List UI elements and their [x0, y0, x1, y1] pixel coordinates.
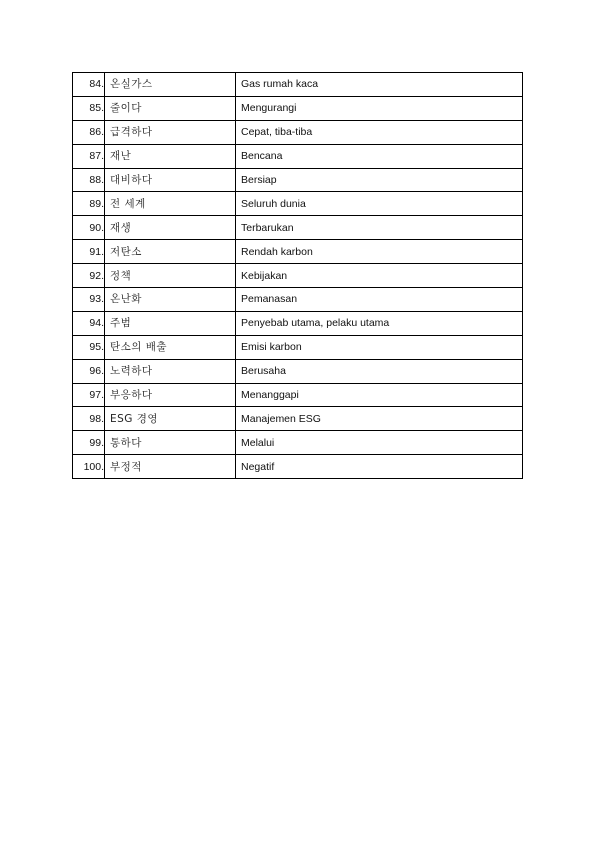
- table-row: [73, 264, 523, 288]
- row-number: 91.: [73, 240, 105, 264]
- row-number: 93.: [73, 288, 105, 312]
- korean-term: 줄이다: [105, 96, 236, 120]
- korean-term: ESG 경영: [105, 407, 236, 431]
- korean-term: 노력하다: [105, 359, 236, 383]
- korean-term: 온난화: [105, 288, 236, 312]
- indonesian-meaning: Rendah karbon: [236, 240, 523, 264]
- indonesian-meaning: Negatif: [236, 455, 523, 479]
- indonesian-meaning: Mengurangi: [236, 96, 523, 120]
- korean-term: 부정적: [105, 455, 236, 479]
- indonesian-meaning: Kebijakan: [236, 264, 523, 288]
- row-number: 89.: [73, 192, 105, 216]
- vocabulary-table: [72, 72, 523, 479]
- row-number: 85.: [73, 96, 105, 120]
- korean-term: 주범: [105, 311, 236, 335]
- table-row: [73, 359, 523, 383]
- indonesian-meaning: Manajemen ESG: [236, 407, 523, 431]
- indonesian-meaning: Emisi karbon: [236, 335, 523, 359]
- indonesian-meaning: Berusaha: [236, 359, 523, 383]
- korean-term: 부응하다: [105, 383, 236, 407]
- row-number: 84.: [73, 73, 105, 97]
- korean-term: 재생: [105, 216, 236, 240]
- table-row: [73, 288, 523, 312]
- table-row: [73, 216, 523, 240]
- table-row: [73, 455, 523, 479]
- row-number: 97.: [73, 383, 105, 407]
- table-row: [73, 144, 523, 168]
- korean-term: 저탄소: [105, 240, 236, 264]
- row-number: 98.: [73, 407, 105, 431]
- row-number: 86.: [73, 120, 105, 144]
- indonesian-meaning: Seluruh dunia: [236, 192, 523, 216]
- table-row: [73, 192, 523, 216]
- row-number: 90.: [73, 216, 105, 240]
- korean-term: 통하다: [105, 431, 236, 455]
- row-number: 95.: [73, 335, 105, 359]
- indonesian-meaning: Menanggapi: [236, 383, 523, 407]
- korean-term: 탄소의 배출: [105, 335, 236, 359]
- indonesian-meaning: Cepat, tiba-tiba: [236, 120, 523, 144]
- indonesian-meaning: Pemanasan: [236, 288, 523, 312]
- row-number: 100.: [73, 455, 105, 479]
- indonesian-meaning: Bencana: [236, 144, 523, 168]
- korean-term: 정책: [105, 264, 236, 288]
- row-number: 87.: [73, 144, 105, 168]
- korean-term: 급격하다: [105, 120, 236, 144]
- indonesian-meaning: Penyebab utama, pelaku utama: [236, 311, 523, 335]
- table-row: [73, 383, 523, 407]
- table-row: [73, 73, 523, 97]
- indonesian-meaning: Gas rumah kaca: [236, 73, 523, 97]
- table-row: [73, 168, 523, 192]
- korean-term: 재난: [105, 144, 236, 168]
- korean-term: 온실가스: [105, 73, 236, 97]
- indonesian-meaning: Bersiap: [236, 168, 523, 192]
- table-row: [73, 120, 523, 144]
- korean-term: 전 세계: [105, 192, 236, 216]
- korean-term: 대비하다: [105, 168, 236, 192]
- row-number: 99.: [73, 431, 105, 455]
- table-row: [73, 240, 523, 264]
- row-number: 96.: [73, 359, 105, 383]
- row-number: 92.: [73, 264, 105, 288]
- table-row: [73, 407, 523, 431]
- table-row: [73, 431, 523, 455]
- table-row: [73, 335, 523, 359]
- indonesian-meaning: Terbarukan: [236, 216, 523, 240]
- indonesian-meaning: Melalui: [236, 431, 523, 455]
- row-number: 94.: [73, 311, 105, 335]
- table-row: [73, 311, 523, 335]
- row-number: 88.: [73, 168, 105, 192]
- table-row: [73, 96, 523, 120]
